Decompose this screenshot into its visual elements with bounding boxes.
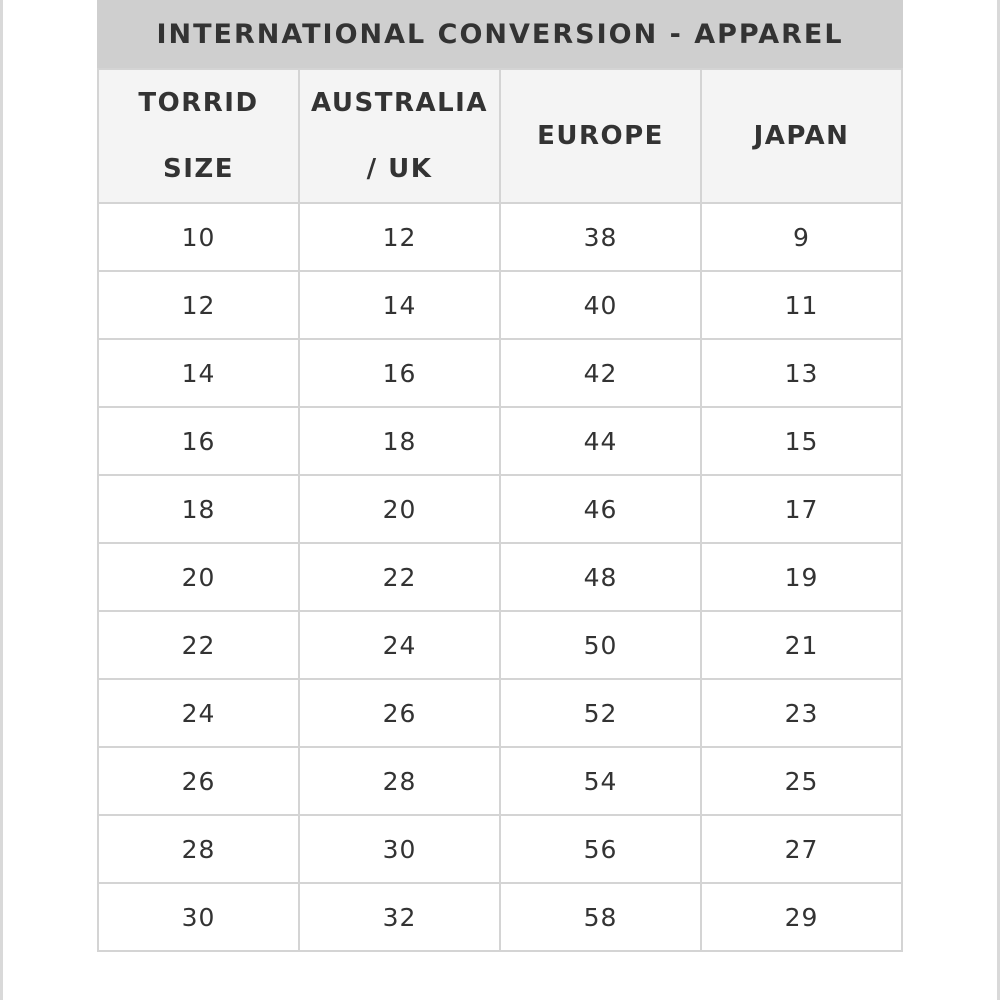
cell-torrid-size: 20 [98,543,299,611]
cell-torrid-size: 16 [98,407,299,475]
cell-japan: 29 [701,883,902,951]
cell-europe: 50 [500,611,701,679]
size-conversion-chart [97,0,903,952]
cell-australia-uk: 28 [299,747,500,815]
cell-australia-uk: 32 [299,883,500,951]
column-header-line: SIZE [162,154,234,184]
cell-australia-uk: 14 [299,271,500,339]
cell-japan: 13 [701,339,902,407]
cell-japan: 21 [701,611,902,679]
column-header-japan [701,69,902,203]
cell-europe: 38 [500,203,701,271]
table-row [98,203,902,271]
chart-title: INTERNATIONAL CONVERSION - APPAREL [97,0,903,68]
cell-japan: 17 [701,475,902,543]
cell-europe: 54 [500,747,701,815]
cell-australia-uk: 24 [299,611,500,679]
column-header-line: TORRID [138,88,259,118]
cell-torrid-size: 26 [98,747,299,815]
cell-torrid-size: 28 [98,815,299,883]
left-frame-border [0,0,3,1000]
cell-japan: 9 [701,203,902,271]
cell-australia-uk: 18 [299,407,500,475]
cell-europe: 56 [500,815,701,883]
column-header-australia-uk [299,69,500,203]
size-conversion-table [97,68,903,952]
table-row [98,611,902,679]
cell-torrid-size: 22 [98,611,299,679]
cell-europe: 40 [500,271,701,339]
cell-australia-uk: 16 [299,339,500,407]
cell-torrid-size: 24 [98,679,299,747]
cell-japan: 27 [701,815,902,883]
cell-australia-uk: 30 [299,815,500,883]
cell-australia-uk: 20 [299,475,500,543]
cell-europe: 42 [500,339,701,407]
table-row [98,475,902,543]
column-header-torrid-size [98,69,299,203]
cell-japan: 11 [701,271,902,339]
cell-torrid-size: 18 [98,475,299,543]
table-row [98,339,902,407]
table-header-row [98,69,902,203]
column-header-line: AUSTRALIA [311,88,488,118]
cell-europe: 46 [500,475,701,543]
table-row [98,271,902,339]
column-header-europe [500,69,701,203]
cell-europe: 48 [500,543,701,611]
cell-japan: 19 [701,543,902,611]
cell-japan: 15 [701,407,902,475]
cell-torrid-size: 12 [98,271,299,339]
column-header-line: / UK [366,154,433,184]
table-row [98,543,902,611]
cell-japan: 23 [701,679,902,747]
column-header-line: EUROPE [537,121,664,151]
cell-europe: 44 [500,407,701,475]
table-row [98,747,902,815]
cell-australia-uk: 12 [299,203,500,271]
cell-torrid-size: 30 [98,883,299,951]
table-row [98,815,902,883]
table-body [98,203,902,951]
cell-europe: 58 [500,883,701,951]
cell-japan: 25 [701,747,902,815]
cell-australia-uk: 26 [299,679,500,747]
table-row [98,407,902,475]
cell-torrid-size: 14 [98,339,299,407]
cell-australia-uk: 22 [299,543,500,611]
cell-europe: 52 [500,679,701,747]
column-header-line: JAPAN [753,121,850,151]
cell-torrid-size: 10 [98,203,299,271]
table-row [98,679,902,747]
table-row [98,883,902,951]
